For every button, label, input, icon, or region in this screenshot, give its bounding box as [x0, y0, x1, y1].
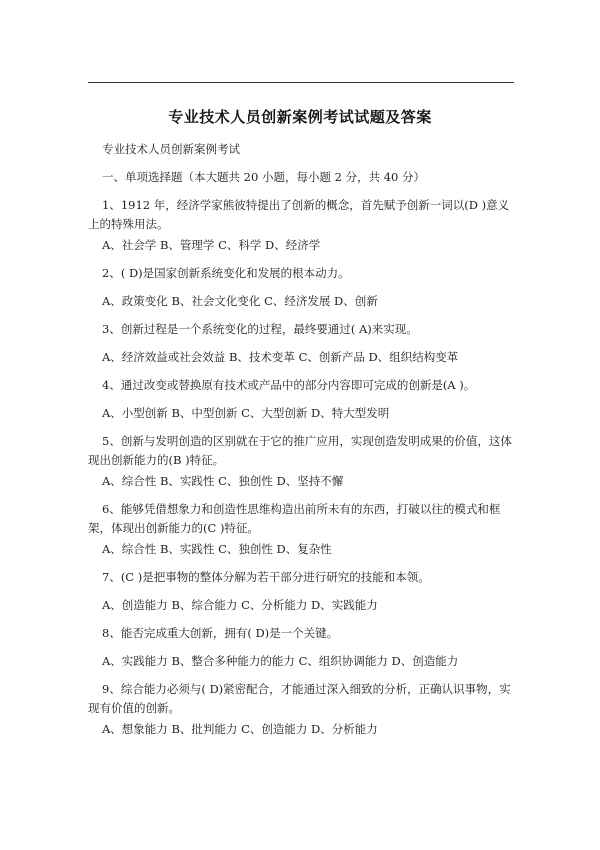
- question-7-options: A、创造能力 B、综合能力 C、分析能力 D、实践能力: [102, 598, 378, 612]
- header-rule: [88, 82, 514, 83]
- section-heading: 一、单项选择题（本大题共 20 小题，每小题 2 分，共 40 分）: [102, 170, 426, 184]
- question-6-options: A、综合性 B、实践性 C、独创性 D、复杂性: [102, 542, 332, 556]
- page-title: 专业技术人员创新案例考试试题及答案: [168, 108, 432, 126]
- question-7: 7、(C )是把事物的整体分解为若干部分进行研究的技能和本领。: [102, 570, 430, 584]
- question-2: 2、( D)是国家创新系统变化和发展的根本动力。: [102, 266, 350, 280]
- question-4-options: A、小型创新 B、中型创新 C、大型创新 D、特大型发明: [102, 406, 390, 420]
- question-3: 3、创新过程是一个系统变化的过程，最终要通过( A)来实现。: [102, 322, 418, 336]
- question-2-options: A、政策变化 B、社会文化变化 C、经济发展 D、创新: [102, 294, 378, 308]
- question-1-options: A、社会学 B、管理学 C、科学 D、经济学: [102, 238, 321, 252]
- question-9: 9、综合能力必须与( D)紧密配合，才能通过深入细致的分析，正确认识事物，实现有价值的创新。: [88, 682, 511, 715]
- question-8-options: A、实践能力 B、整合多种能力的能力 C、组织协调能力 D、创造能力: [102, 654, 459, 668]
- question-4: 4、通过改变或替换原有技术或产品中的部分内容即可完成的创新是(A )。: [102, 378, 476, 392]
- question-5: 5、创新与发明创造的区别就在于它的推广应用，实现创造发明成果的价值，这体现出创新能力的(B )特征。: [88, 434, 512, 467]
- document-subtitle: 专业技术人员创新案例考试: [102, 142, 240, 156]
- question-3-options: A、经济效益或社会效益 B、技术变革 C、创新产品 D、组织结构变革: [102, 350, 459, 364]
- question-5-options: A、综合性 B、实践性 C、独创性 D、坚持不懈: [102, 474, 344, 488]
- question-8: 8、能否完成重大创新，拥有( D)是一个关键。: [102, 626, 339, 640]
- question-9-options: A、想象能力 B、批判能力 C、创造能力 D、分析能力: [102, 722, 378, 736]
- question-6: 6、能够凭借想象力和创造性思维构造出前所未有的东西，打破以往的模式和框架，体现出创新能力的(C )特征。: [88, 502, 501, 535]
- question-1: 1、1912 年，经济学家熊彼特提出了创新的概念，首先赋予创新一词以(D )意义上的特殊用法。: [88, 198, 510, 231]
